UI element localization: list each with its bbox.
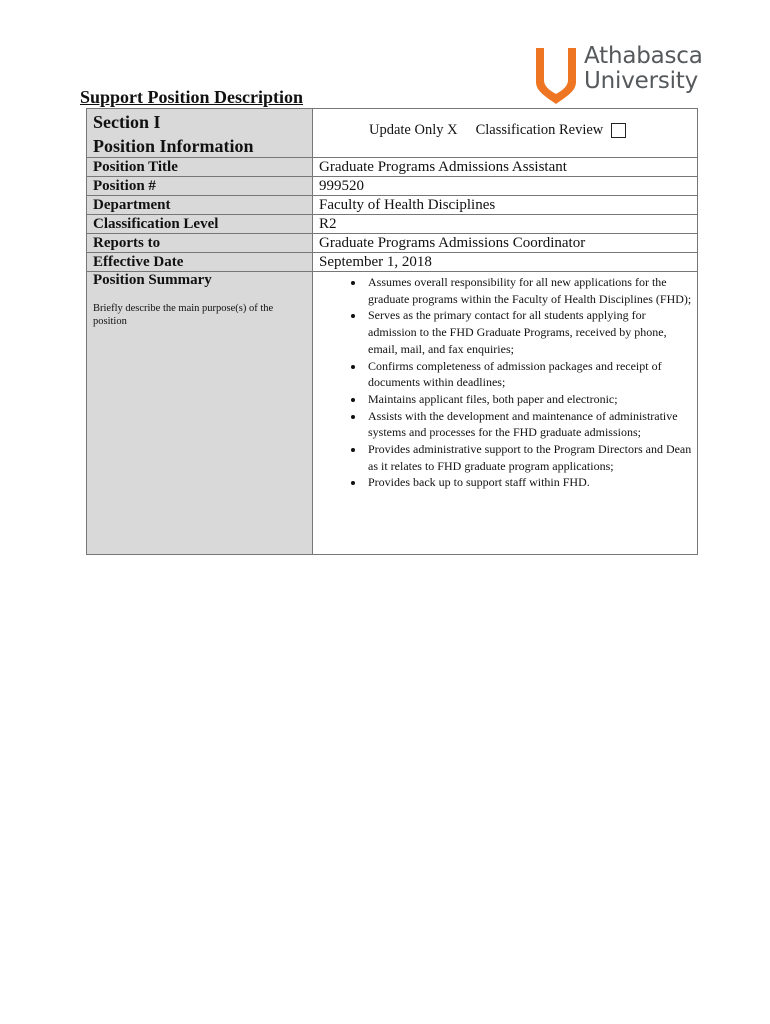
field-label: Classification Level <box>87 215 313 234</box>
field-label: Position Title <box>87 158 313 177</box>
duty-item: • Serves as the primary contact for all students applying for admission to the FHD Graduate Programs, received by phone, email, mail, and fax enquiries; <box>365 307 697 357</box>
field-value[interactable]: Graduate Programs Admissions Assistant <box>313 158 698 177</box>
duty-item: • Confirms completeness of admission packages and receipt of documents within deadlines; <box>365 358 697 391</box>
field-row-department <box>87 196 698 215</box>
field-row-position-number <box>87 177 698 196</box>
field-value[interactable]: 999520 <box>313 177 698 196</box>
duty-item: • Provides back up to support staff within FHD. <box>365 474 697 491</box>
section-header-cell <box>87 109 313 158</box>
logo-line-1: Athabasca <box>584 43 703 69</box>
field-label: Effective Date <box>87 253 313 272</box>
field-row-effective-date <box>87 253 698 272</box>
document-title: Support Position Description <box>80 87 304 107</box>
classification-review-checkbox[interactable] <box>611 123 626 138</box>
position-summary-label-cell <box>87 272 313 555</box>
position-summary-value-cell[interactable] <box>313 272 698 555</box>
duty-item: • Maintains applicant files, both paper and electronic; <box>365 391 697 408</box>
field-value[interactable]: Graduate Programs Admissions Coordinator <box>313 234 698 253</box>
field-value[interactable]: September 1, 2018 <box>313 253 698 272</box>
field-value[interactable]: Faculty of Health Disciplines <box>313 196 698 215</box>
logo-line-2: University <box>584 68 699 94</box>
field-label: Department <box>87 196 313 215</box>
section-heading: Section I <box>93 112 161 132</box>
position-summary-label: Position Summary <box>93 272 212 288</box>
field-value[interactable]: R2 <box>313 215 698 234</box>
position-summary-row <box>87 272 698 555</box>
logo-wordmark <box>584 44 703 94</box>
duty-item: • Provides administrative support to the Program Directors and Dean as it relates to FHD graduate program applications; <box>365 441 697 474</box>
duty-item: • Assumes overall responsibility for all new applications for the graduate programs within the Faculty of Health Disciplines (FHD); <box>365 274 697 307</box>
field-label: Reports to <box>87 234 313 253</box>
field-label: Position # <box>87 177 313 196</box>
shield-logo-icon <box>534 46 578 106</box>
review-type-cell <box>313 109 698 158</box>
update-only-label: Update Only <box>369 122 444 138</box>
field-row-classification-level <box>87 215 698 234</box>
position-information-table <box>86 108 698 555</box>
duties-list <box>319 274 697 491</box>
section-subtitle: Position Information <box>93 136 254 156</box>
duty-item: • Assists with the development and maintenance of administrative systems and processes for the FHD graduate admissions; <box>365 408 697 441</box>
classification-review-label: Classification Review <box>475 122 604 138</box>
field-row-position-title <box>87 158 698 177</box>
position-summary-hint: Briefly describe the main purpose(s) of the position <box>93 303 274 327</box>
update-only-mark[interactable]: X <box>447 122 458 138</box>
section-header-row <box>87 109 698 158</box>
field-row-reports-to <box>87 234 698 253</box>
athabasca-university-logo <box>534 43 704 108</box>
